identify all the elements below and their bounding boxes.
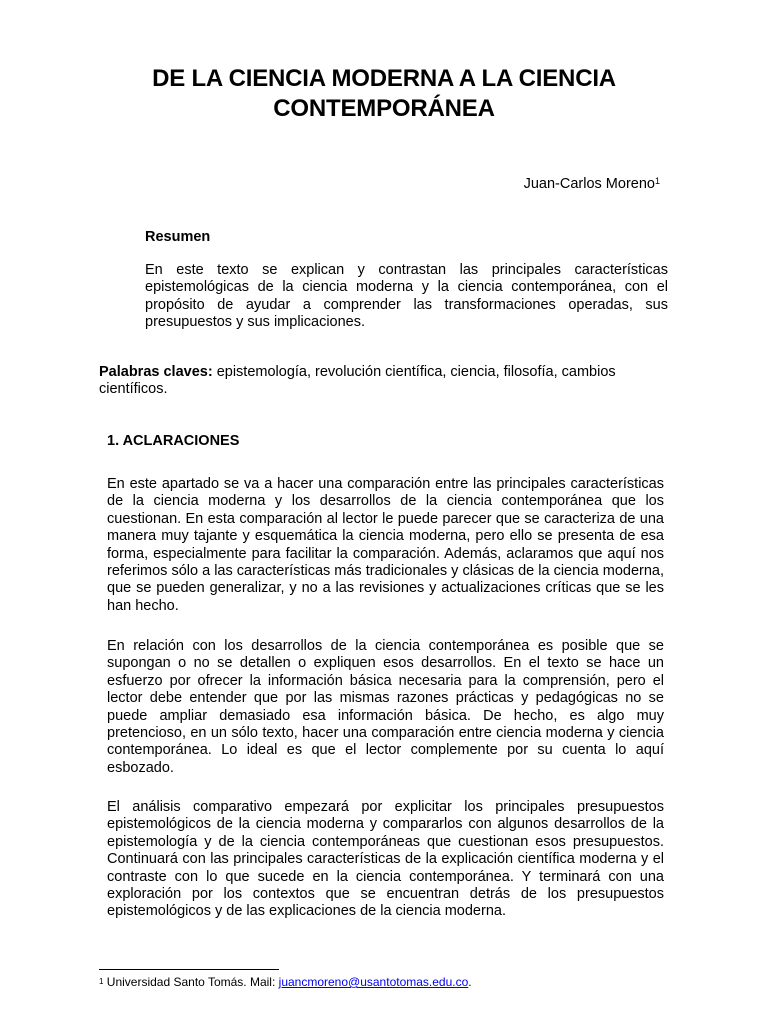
paragraph-2: En relación con los desarrollos de la ciencia contemporánea es posible que se supongan o no se detallen o expliquen esos desarrollos. En el texto se hace un esfuerzo por ofrecer la información básica necesaria para la comprensión, pero el lector debe entender que por las mismas razones prácticas y pedagógicas no se puede ampliar demasiado esa información básica. De hecho, es algo muy pretencioso, en un sólo texto, hacer una comparación entre ciencia moderna y ciencia contemporánea. Lo ideal es que el lector complemente por su cuenta lo aquí esbozado. bbox=[107, 638, 664, 776]
footnote-end: . bbox=[468, 975, 472, 989]
title-line-2: CONTEMPORÁNEA bbox=[273, 95, 495, 122]
author-line bbox=[524, 175, 660, 193]
footnote-separator bbox=[99, 969, 279, 970]
author-name: Juan-Carlos Moreno bbox=[523, 176, 655, 192]
keywords bbox=[99, 364, 639, 399]
author-footnote-mark: 1 bbox=[654, 176, 660, 186]
footnote-email-link[interactable]: juancmoreno@usantotomas.edu.co bbox=[278, 975, 469, 989]
paper-title bbox=[100, 64, 668, 124]
section-heading: 1. ACLARACIONES bbox=[107, 433, 240, 449]
paragraph-1: En este apartado se va a hacer una comparación entre las principales características de la ciencia moderna y los desarrollos de la ciencia contemporánea que los cuestionan. En esta comparación al lector le puede parecer que se caracteriza de una manera muy tajante y esquemática la ciencia moderna, pero ello se presenta de esa forma, especialmente para facilitar la comparación. Además, aclaramos que aquí nos referimos sólo a las características más tradicionales y clásicas de la ciencia moderna, que se pueden generalizar, y no a las revisiones y actualizaciones críticas que se les han hecho. bbox=[107, 476, 664, 614]
paragraph-3: El análisis comparativo empezará por explicitar los principales presupuestos epistemológicos de la ciencia moderna y compararlos con algunos desarrollos de la epistemología y de la ciencia contemporáneas que cuestionan esos presupuestos. Continuará con las principales características de la explicación científica moderna y el contraste con lo que sucede en la ciencia contemporánea. Y terminará con una exploración por los contextos que se encuentran detrás de los presupuestos epistemológicos y de las explicaciones de la ciencia moderna. bbox=[107, 799, 664, 920]
keywords-label: Palabras claves: bbox=[99, 364, 213, 380]
footnote-mark: 1 bbox=[99, 977, 104, 986]
keywords-text: epistemología, revolución científica, ciencia, filosofía, cambios científicos. bbox=[99, 364, 616, 398]
footnote bbox=[99, 975, 472, 990]
abstract-heading: Resumen bbox=[145, 229, 211, 245]
title-line-1: DE LA CIENCIA MODERNA A LA CIENCIA bbox=[152, 65, 616, 92]
abstract-text: En este texto se explican y contrastan las principales características epistemológicas de la ciencia moderna y la ciencia contemporánea, con el propósito de ayudar a comprender las transformaciones operadas, sus presupuestos y sus implicaciones. bbox=[145, 262, 668, 331]
footnote-text: Universidad Santo Tomás. Mail: bbox=[103, 975, 279, 989]
